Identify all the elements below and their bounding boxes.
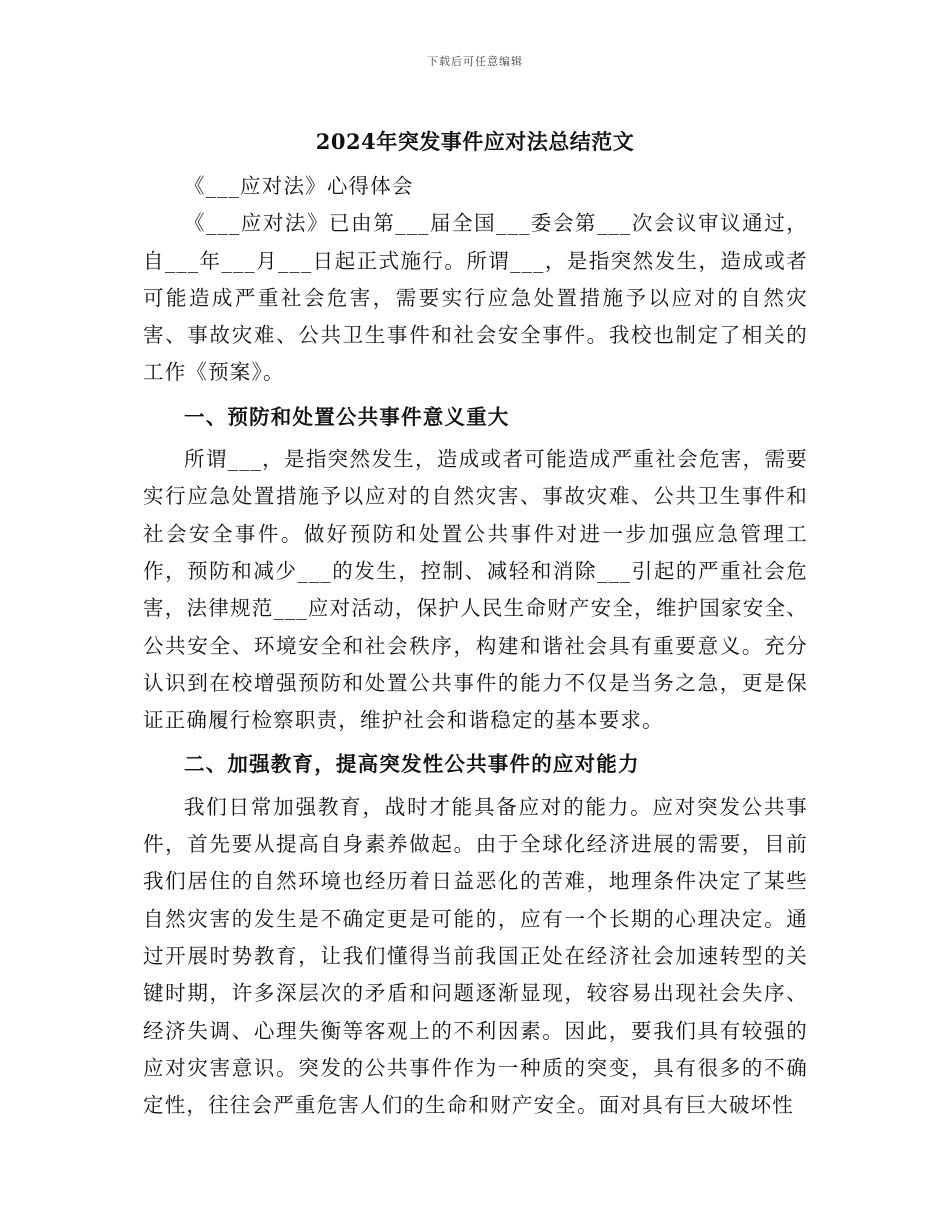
section-1-paragraph: 所谓___，是指突然发生，造成或者可能造成严重社会危害，需要实行应急处置措施予以应对的自然灾害、事故灾难、公共卫生事件和社会安全事件。做好预防和处置公共事件对进一步加强应急管理工作，预防和减少___的发生，控制、减轻和消除___引起的严重社会危害，法律规范___应对活动，保护人民生命财产安全，维护国家安全、公共安全、环境安全和社会秩序，构建和谐社会具有重要意义。充分认识到在校增强预防和处置公共事件的能力不仅是当务之急，更是保证正确履行检察职责，维护社会和谐稳定的基本要求。 [143, 447, 808, 733]
section-2-heading: 二、加强教育，提高突发性公共事件的应对能力 [184, 752, 640, 777]
document-subtitle: 《___应对法》心得体会 [184, 174, 414, 198]
document-title: 2024年突发事件应对法总结范文 [315, 129, 635, 154]
section-2-paragraph: 我们日常加强教育，战时才能具备应对的能力。应对突发公共事件，首先要从提高自身素养做起。由于全球化经济进展的需要，目前我们居住的自然环境也经历着日益恶化的苦难，地理条件决定了某些自然灾害的发生是不确定更是可能的，应有一个长期的心理决定。通过开展时势教育，让我们懂得当前我国正处在经济社会加速转型的关键时期，许多深层次的矛盾和问题逐渐显现，较容易出现社会失序、经济失调、心理失衡等客观上的不利因素。因此，要我们具有较强的应对灾害意识。突发的公共事件作为一种质的突变，具有很多的不确定性，往往会严重危害人们的生命和财产安全。面对具有巨大破坏性 [143, 794, 808, 1118]
document-body [143, 168, 808, 1124]
intro-paragraph: 《___应对法》已由第___届全国___委会第___次会议审议通过，自___年___月___日起正式施行。所谓___，是指突然发生，造成或者可能造成严重社会危害，需要实行应急处置措施予以应对的自然灾害、事故灾难、公共卫生事件和社会安全事件。我校也制定了相关的工作《预案》。 [143, 211, 808, 385]
page-header-note: 下载后可任意编辑 [427, 55, 523, 68]
section-1-heading: 一、预防和处置公共事件意义重大 [184, 404, 510, 429]
